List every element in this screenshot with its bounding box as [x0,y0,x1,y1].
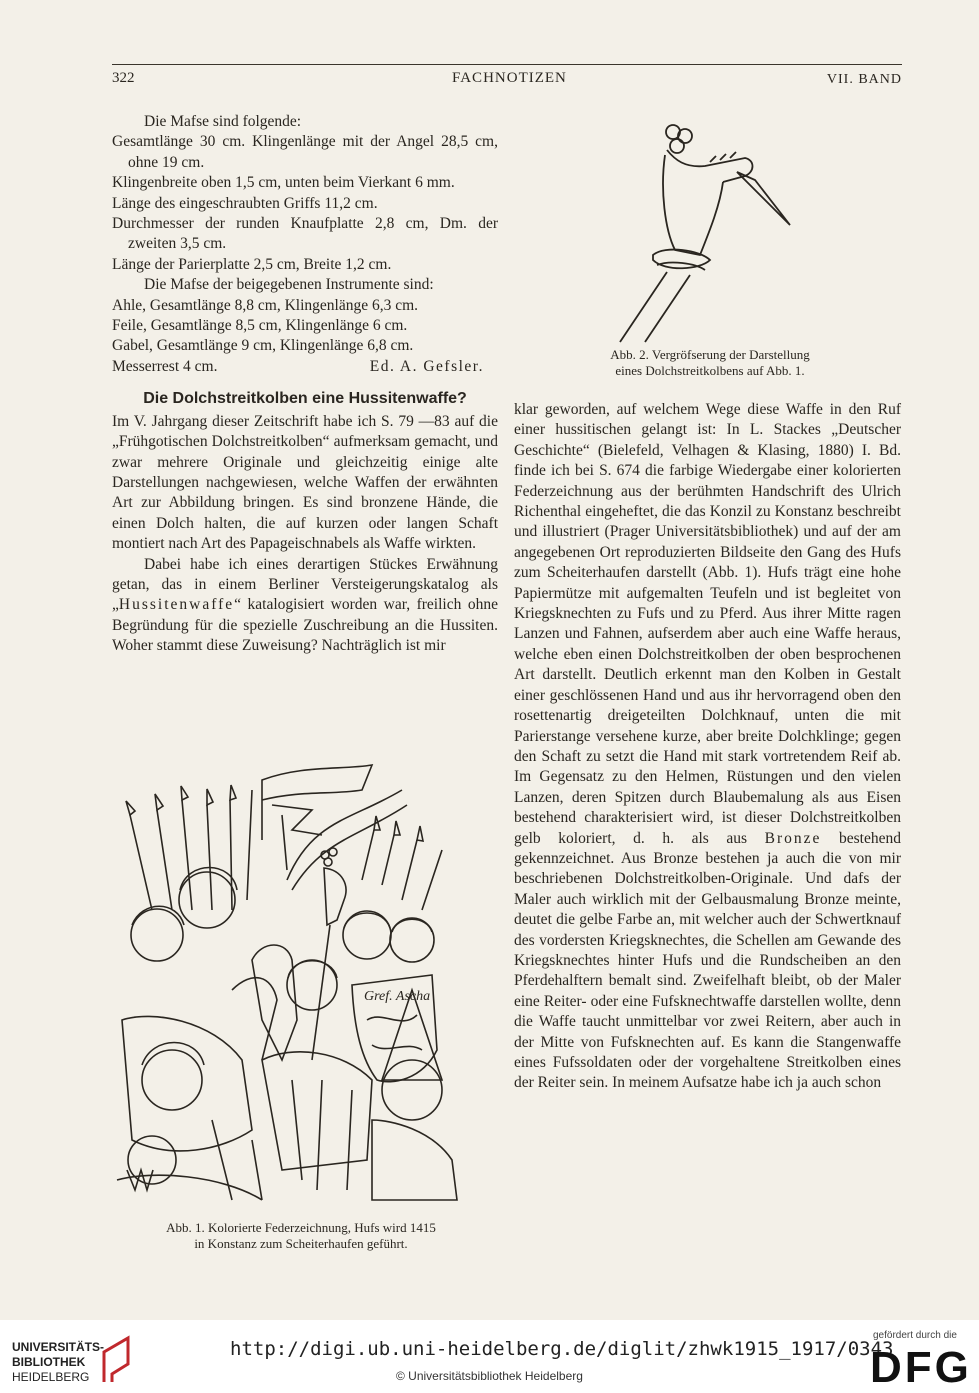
hand-fingers [667,150,753,182]
left-column [112,112,498,657]
library-name-line: UNIVERSITÄTS- [12,1340,105,1354]
measure-item: Gesamtlänge 30 cm. Klingenlänge mit der Angel 28,5 cm, ohne 19 cm. [112,133,498,171]
figure-1-drawing [112,760,490,1210]
bodies [117,1016,457,1200]
caption-line: eines Dolchstreitkolbens auf Abb. 1. [615,363,805,378]
text-run: bestehend gekennzeichnet. Aus Bronze bestehen ja auch die von mir beschriebenen Dolchstreitkolben-Originale. Und dafs der Maler auch wirklich mit der Gelbausmalung Bronze meinte, deutet die gelbe Farbe an, mit welcher auch der Schwertknauf des vordersten Kriegsknechtes, die Schellen am Gewande des Kriegsknechtes hinter Hufs und die Rundscheiben an den Pferdehalftern bemalt sind. Zweifelhaft bleibt, ob der Maler eine Reiter- oder eine Fufsknechtwaffe darstellen wollte, denn die Waffe taucht unmittelbar vor zwei Reitern, aber auch in der Mitte von Fufsknechten auf. Es kann die Stangenwaffe eines Fufssoldaten oder der vorgehaltene Streitkolben eines der Reiter sein. In meinem Aufsatze habe ich ja auch schon [514,829,901,1092]
library-name-line: HEIDELBERG [12,1370,90,1384]
spaced-emphasis: Bronze [764,829,822,847]
header-rule [112,64,902,65]
body-paragraph [112,555,498,657]
measure-item: Klingenbreite oben 1,5 cm, unten beim Vierkant 6 mm. [112,174,455,192]
copyright-notice: © Universitätsbibliothek Heidelberg [396,1369,583,1383]
soldier-heads [128,868,442,1185]
spaced-emphasis: Hussitenwaffe [118,596,235,614]
pommel-rosette [666,125,692,153]
volume-label: VII. BAND [826,72,902,87]
running-header [112,70,902,92]
measure-item: Durchmesser der runden Knaufplatte 2,8 cm, Dm. der zweiten 3,5 cm. [112,215,498,253]
instrument-item: Gabel, Gesamtlänge 9 cm, Klingenlänge 6,8 cm. [112,337,414,355]
dagger-mace [312,848,346,1060]
measure-item: Länge der Parierplatte 2,5 cm, Breite 1,2 cm. [112,255,392,273]
horse [232,945,297,1060]
dagger-blade [737,172,790,225]
body-paragraph: Im V. Jahrgang dieser Zeitschrift habe ich S. 79 —83 auf die „Frühgotischen Dolchstreitkolben“ aufmerksam gemacht, und zwar mehrere Originale und gleichzeitig einige alte Darstellungen nachgewiesen, welche Waffen der erwähnten Art zur Abbildung bringen. Es sind bronzene Hände, die einen Dolch halten, die auf kurzen oder langen Schaft montiert nach Art des Papageischnabels als Waffe wirkten. [112,412,498,553]
text-run: “ katalogisiert worden war, freilich ohne Begründung für die spezielle Zuschreibung an die Hussiten. Woher stammt diese Zuweisung? Nachträglich ist mir [112,596,498,655]
measures-intro: Die Mafse sind folgende: [144,113,302,130]
caption-line: Abb. 1. Kolorierte Federzeichnung, Hufs wird 1415 [166,1220,436,1235]
instruments-intro: Die Mafse der beigegebenen Instrumente sind: [144,276,434,294]
instrument-item: Feile, Gesamtlänge 8,5 cm, Klingenlänge 6 cm. [112,317,408,335]
running-title: FACHNOTIZEN [452,70,567,86]
measure-item: Länge des eingeschraubten Griffs 11,2 cm. [112,194,378,212]
caption-line: in Konstanz zum Scheiterhaufen geführt. [194,1236,408,1251]
shaft [620,272,690,342]
library-logo-text [12,1340,104,1385]
library-name-line: BIBLIOTHEK [12,1355,86,1369]
dfg-logo: DFG [870,1343,972,1392]
permalink-url[interactable]: http://digi.ub.uni-heidelberg.de/diglit/zhwk1915_1917/0343 [230,1338,894,1360]
figure-2-drawing [605,120,805,345]
shield-inscription: Gref. Ascha [364,989,431,1004]
section-heading: Die Dolchstreitkolben eine Hussitenwaffe? [143,390,467,408]
figure-1-caption [112,1220,490,1252]
instrument-item: Ahle, Gesamtlänge 8,8 cm, Klingenlänge 6,3 cm. [112,296,419,314]
digitization-footer [0,1320,979,1393]
caption-line: Abb. 2. Vergröfserung der Darstellung [610,347,810,362]
author-signature: Ed. A. Gefsler. [369,357,484,375]
figure-2-caption [560,347,860,379]
text-run: klar geworden, auf welchem Wege diese Waffe in den Ruf einer hussitischen gelangt ist: In L. Stackes „Deutscher Geschichte“ (Bielefeld, Velhagen & Klasing, 1880) I. Bd. finde ich bei S. 674 die farbige Wiedergabe einer kolorierten Federzeichnung aus der berühmten Handschrift des Ulrich Richenthal eingeheftet, die das Konzil zu Konstanz beschreibt und illustriert (Prager Universitätsbibliothek) und auf der am angegebenen Ort reproduzierten Bildseite den Gang des Hufs zum Scheiterhaufen darstellt (Abb. 1). Hufs trägt eine hohe Papiermütze mit aufgemalten Teufeln und ist begleitet von Kriegsknechten zu Fufs und zu Pferd. Aus ihrer Mitte ragen Lanzen und Fahnen, aufserdem aber auch eine Waffe heraus, welche eben einen Dolchstreitkolben der oben besprochenen Art darstellt. Deutlich erkennt man den Kolben in Gestalt einer geschlössenen Hand und aus ihr hervorragend oben den rosettenartig dreigeteilten Dolchknauf, unten die mit Parierstange versehene kurze, aber breite Dolchklinge; gegen den Schaft zu setzt die Hand mit stark vortretendem Reif ab. Im Gegensatz zu den Helmen, Rüstungen und den vielen Lanzen, deren Spitzen durch Blaubemalung als aus Eisen bestehend charakterisiert wird, ist dieser Dolchstreitkolben gelb koloriert, d. h. als aus [514,401,901,847]
last-instrument: Messerrest 4 cm. [112,357,218,375]
page-number: 322 [112,70,135,86]
library-logo-icon [98,1334,138,1384]
funding-note: gefördert durch die [873,1330,957,1341]
text-run: Dabei habe ich eines derartigen Stückes Erwähnung getan, das in einem Berliner Versteigerungskatalog als „ [112,555,498,614]
hand-body [663,155,723,255]
signature-line [112,357,498,377]
lances [126,785,442,910]
right-column [514,400,901,1094]
body-paragraph [514,400,901,1094]
